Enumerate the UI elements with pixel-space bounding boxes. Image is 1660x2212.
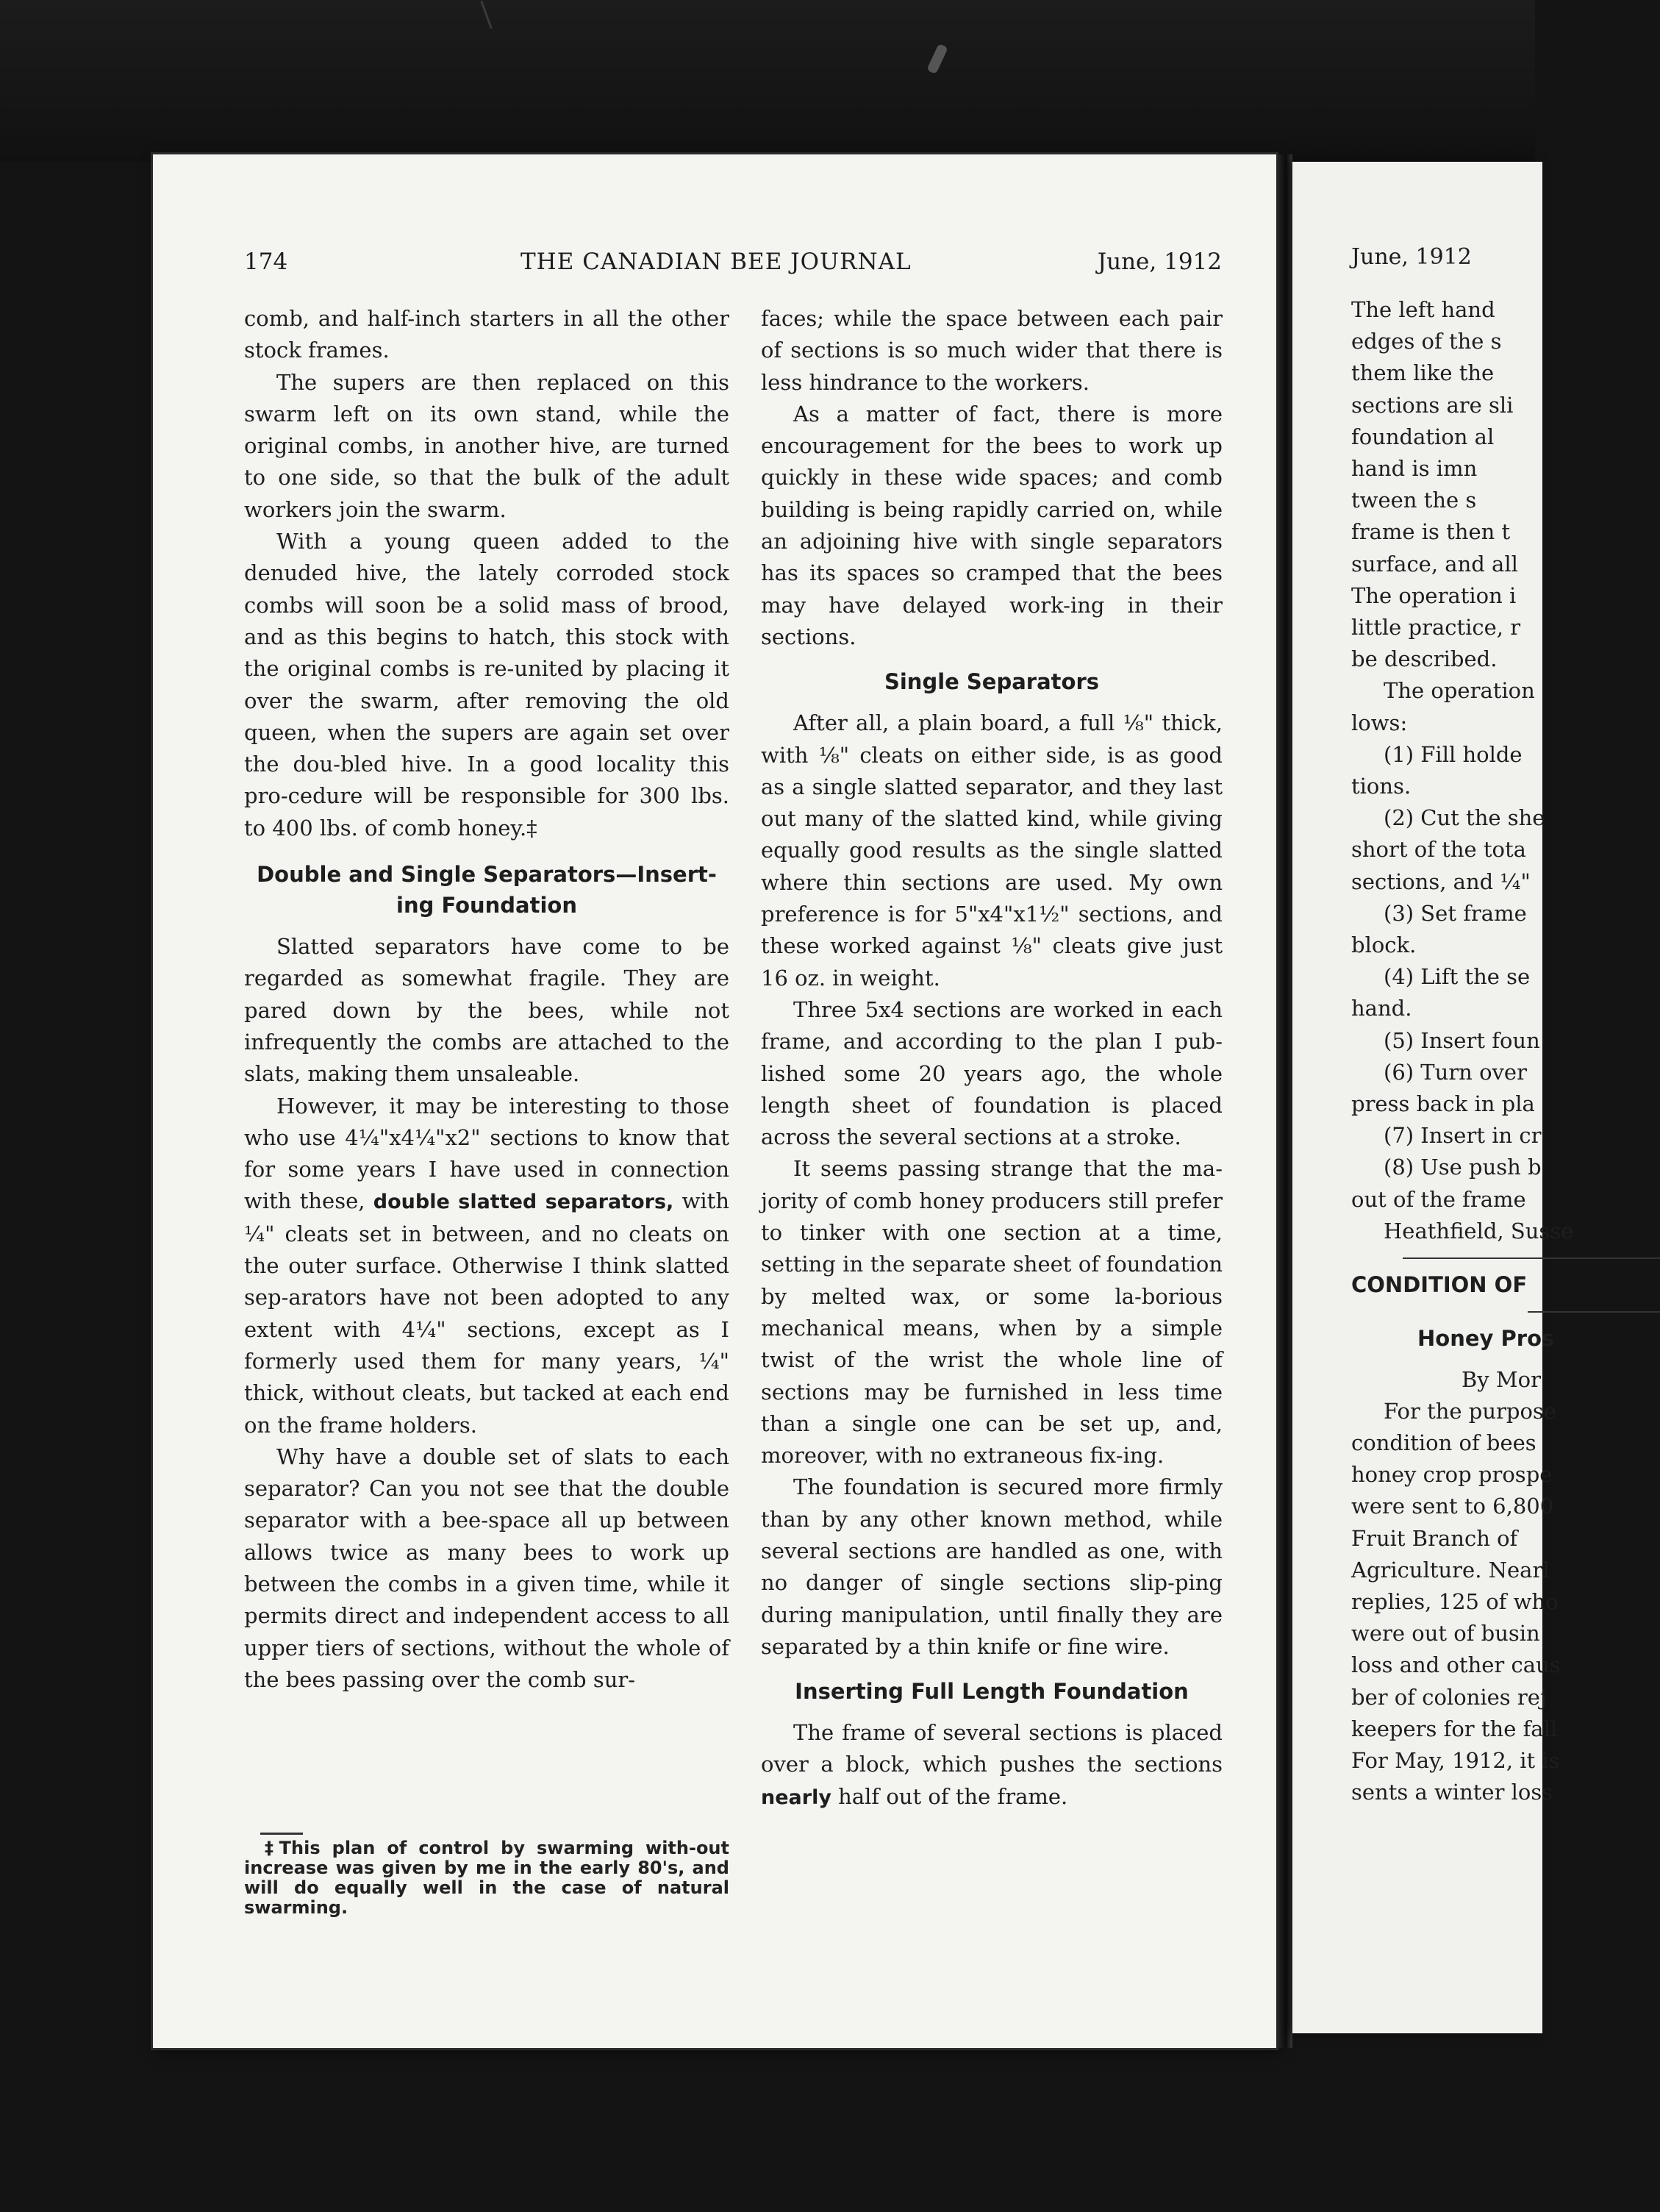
divider (1528, 1311, 1660, 1313)
text-line: The operation i (1351, 582, 1517, 608)
article-column-right (761, 303, 1223, 1813)
scanner-backdrop (0, 0, 1535, 162)
text-line: press back in pla (1351, 1091, 1535, 1117)
paragraph: faces; while the space between each pair of sections is so much wider that there is less hindrance to the workers. (761, 306, 1223, 395)
paragraph: Why have a double set of slats to each separator? Can you not see that the double separator with a bee-space all up between allows twice as many bees to work up between the combs in a given time, while it permits direct and independent access to all upper tiers of sections, without the whole of the bees passing over the comb sur- (244, 1444, 729, 1692)
paragraph: comb, and half-inch starters in all the other stock frames. (244, 306, 729, 363)
text-line: edges of the s (1351, 329, 1502, 354)
bold-text: nearly (761, 1785, 831, 1809)
text-line: them like the (1351, 360, 1495, 386)
text-line: out of the frame (1351, 1186, 1526, 1212)
book-gutter (1276, 154, 1292, 2048)
text-line: frame is then t (1351, 519, 1511, 545)
text-line: The left hand (1351, 297, 1495, 322)
byline: By Mor (1462, 1366, 1541, 1392)
paragraph (761, 1717, 1223, 1813)
section-heading: Inserting Full Length Foundation (795, 1679, 1189, 1705)
text-line: tions. (1351, 774, 1412, 799)
paragraph: The supers are then replaced on this swarm left on its own stand, while the original combs, in another hive, are turned to one side, so that the bulk of the adult workers join the swarm. (244, 369, 729, 522)
paragraph: The foundation is secured more firmly than by any other known method, while several sections are handled as one, with no danger of single sections slip-ping during manipulation, until finally they are separated by a thin knife or fine wire. (761, 1474, 1223, 1659)
text-line: tween the s (1351, 488, 1477, 513)
text-line: (4) Lift the se (1384, 964, 1531, 990)
section-heading: Single Separators (884, 669, 1100, 695)
right-page (1292, 162, 1574, 2033)
text-line: (2) Cut the she (1384, 805, 1545, 831)
text-line: keepers for the fall (1351, 1716, 1558, 1741)
paragraph: It seems passing strange that the ma-jority of comb honey producers still prefer to tinker with one section at a time, setting in the separate sheet of foundation by melted wax, or some la-borious mechanical means, when by a simple twist of the wrist the whole line of sections may be furnished in less time than a single one can be set up, and, moreover, with no extraneous fix-ing. (761, 1156, 1223, 1469)
right-page-date: June, 1912 (1351, 244, 1472, 270)
text-line: surface, and all (1351, 551, 1518, 577)
section-heading: Double and Single Separators—Insert-ing Foundation (257, 862, 717, 918)
paragraph: Three 5x4 sections are worked in each frame, and according to the plan I pub-lished some 20 years ago, the whole length sheet of foundation is placed across the several sections at a stroke. (761, 996, 1223, 1150)
text-line: honey crop prospe (1351, 1462, 1553, 1488)
text-run: The frame of several sections is placed over a block, which pushes the sections (761, 1720, 1223, 1777)
text-line: The operation (1384, 678, 1535, 704)
issue-date: June, 1912 (1097, 249, 1222, 275)
text-line: were sent to 6,800 (1351, 1494, 1554, 1519)
text-line: Heathfield, Susse (1384, 1218, 1574, 1244)
text-line: sections are sli (1351, 392, 1514, 418)
text-run: However, it may be interesting to those who use 4¼"x4¼"x2" sections to know that for some years I have used in connection with these, (244, 1093, 729, 1214)
paragraph (244, 1091, 729, 1441)
paragraph: Slatted separators have come to be regarded as somewhat fragile. They are pared down by the bees, while not infrequently the combs are attached to the slats, making them unsaleable. (244, 934, 729, 1087)
text-line: (6) Turn over (1384, 1059, 1527, 1085)
text-line: sents a winter loss (1351, 1780, 1553, 1805)
paragraph: As a matter of fact, there is more encouragement for the bees to work up quickly in these wide spaces; and comb building is being rapidly carried on, while an adjoining hive with single separators has its spaces so cramped that the bees may have delayed work-ing in their sections. (761, 401, 1223, 649)
text-line: were out of busin (1351, 1621, 1540, 1646)
text-line: lows: (1351, 710, 1408, 735)
text-line: condition of bees (1351, 1430, 1536, 1455)
text-line: (8) Use push b (1384, 1155, 1542, 1180)
text-line: (7) Insert in cr (1384, 1123, 1542, 1149)
right-page-text (1351, 294, 1660, 1808)
text-line: foundation al (1351, 424, 1495, 449)
text-line: For May, 1912, it is (1351, 1747, 1560, 1773)
journal-title: THE CANADIAN BEE JOURNAL (520, 249, 912, 275)
text-line: hand. (1351, 996, 1412, 1021)
article-column-left (244, 303, 729, 1696)
text-line: block. (1351, 932, 1417, 958)
running-head (244, 249, 1222, 285)
text-line: replies, 125 of who (1351, 1588, 1559, 1614)
text-line: Agriculture. Nearl (1351, 1557, 1550, 1583)
footnote: ‡This plan of control by swarming with-out increase was given by me in the early 80's, and will do equally well in the case of natural swarming. (244, 1838, 729, 1918)
text-run: with ¼" cleats set in between, and no cleats on the outer surface. Otherwise I think slatted sep-arators have not been adopted to any extent with 4¼" sections, except as I formerly used them for many years, ¼" thick, without cleats, but tacked at each end on the frame holders. (244, 1188, 730, 1438)
page-number: 174 (244, 249, 288, 275)
divider (1403, 1257, 1660, 1259)
text-line: Fruit Branch of (1351, 1525, 1518, 1551)
text-line: (1) Fill holde (1384, 741, 1523, 767)
text-line: (3) Set frame (1384, 900, 1527, 926)
text-line: ber of colonies rej (1351, 1684, 1547, 1710)
text-line: loss and other caus (1351, 1652, 1561, 1678)
text-run: half out of the frame. (838, 1783, 1068, 1809)
text-line: For the purpose (1384, 1398, 1556, 1424)
text-line: hand is imn (1351, 456, 1478, 482)
text-line: little practice, r (1351, 615, 1521, 641)
text-line: short of the tota (1351, 837, 1526, 863)
paragraph: After all, a plain board, a full ⅛" thick, with ⅛" cleats on either side, is as good as a single slatted separator, and they last out many of the slatted kind, while giving equally good results as the single slatted where thin sections are used. My own preference is for 5"x4"x1½" sections, and these worked against ⅛" cleats give just 16 oz. in weight. (761, 710, 1223, 991)
text-line: sections, and ¼" (1351, 868, 1531, 894)
text-line: be described. (1351, 646, 1498, 672)
section-heading: CONDITION OF (1351, 1272, 1528, 1298)
paragraph: With a young queen added to the denuded hive, the lately corroded stock combs will soon be a solid mass of brood, and as this begins to hatch, this stock with the original combs is re-united by placing it over the swarm, after removing the old queen, when the supers are again set over the dou-bled hive. In a good locality this pro-cedure will be responsible for 300 lbs. to 400 lbs. of comb honey.‡ (244, 529, 729, 841)
footnote-rule (260, 1833, 303, 1835)
bold-text: double slatted separators, (373, 1191, 674, 1214)
subheading: Honey Pros (1417, 1326, 1555, 1352)
text-line: (5) Insert foun (1384, 1027, 1540, 1053)
